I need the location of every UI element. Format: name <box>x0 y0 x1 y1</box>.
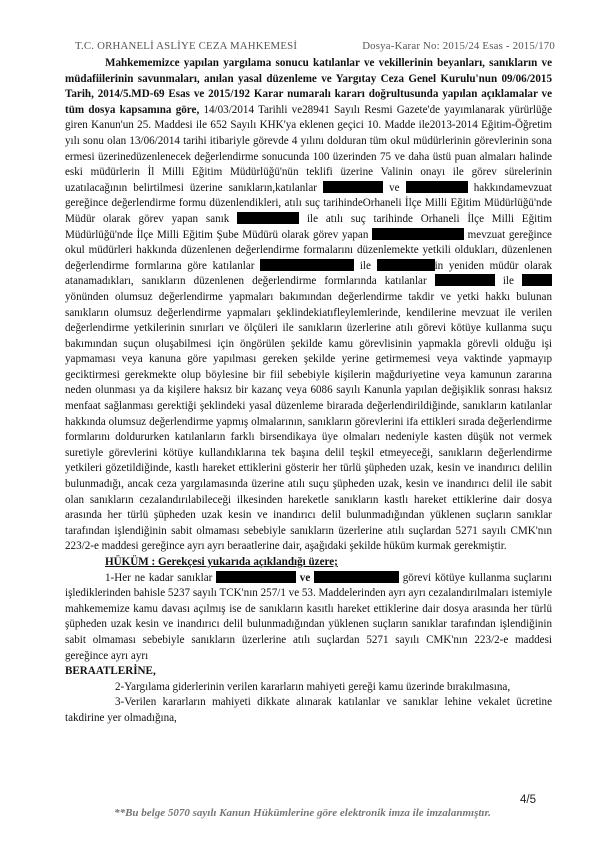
verdict-item-3: 3-Verilen kararların mahiyeti dikkate alınarak katılanlar ve sanıklar lehine vekalet ücretine takdirine yer olmadığına, <box>65 696 552 724</box>
redaction-box <box>377 259 435 271</box>
court-name: T.C. ORHANELİ ASLİYE CEZA MAHKEMESİ <box>75 40 298 52</box>
redaction-box <box>260 259 354 271</box>
case-reference: Dosya-Karar No: 2015/24 Esas - 2015/170 <box>362 40 555 52</box>
verdict-item-2: 2-Yargılama giderlerinin verilen kararların mahiyeti gereği kamu üzerinde bırakılmasına, <box>115 680 511 693</box>
page-number: 4/5 <box>520 794 536 806</box>
reasoning-paragraph: Mahkememizce yapılan yargılama sonucu katılanlar ve vekillerinin beyanları, sanıkların ve müdafiilerinin savunmaları, anılan yasal düzenleme ve Yargıtay Ceza Genel Kurulu'nun 09/06/2015 Tarih, 2014/5.MD-69 Esas ve 2015/192 Karar numaralı kararı doğrultusunda yapılan açıklamalar ve tüm dosya kapsamına göre, 14/03/2014 Tarihli ve28941 Sayılı Resmi Gazete'de yayımlanarak yürürlüğe giren Kanun'un 25. Maddesi ile 652 Sayılı KHK'ya eklenen geçici 10. Madde ile2013-2014 Eğitim-Öğretim yılı sonu olan 13/06/2014 tarihi itibariyle görevde 4 yılını dolduran tüm okul müdürlerinin görevlerinin sona ermesi üzerinedüzenlenecek değerlendirme sonucunda 100 üzerinden 75 ve daha üstü puan almaları halinde eski müdürlerin İl Milli Eğitim Müdürlüğü'nün teklifi üzerine Valinin onayı ile görev sürelerinin uzatılacağının belirtilmesi üzerine sanıkların,katılanlar ve hakkındamevzuat gereğince değerlendirme formu düzenlendikleri, atılı suç tarihindeOrhaneli İlçe Milli Eğitim Müdürlüğü'nde Müdür olarak görev yapan sanık ile atılı suç tarihinde Orhaneli İlçe Milli Eğitim Müdürlüğü'nde İlçe Milli Eğitim Şube Müdürü olarak görev yapan mevzuat gereğince okul müdürleri hakkında düzenlenen değerlendirme formalarını düzenlemekte yetkili oldukları, düzenlenen değerlendirme formlarına göre katılanlar ile in yeniden müdür olarak atanamadıkları, sanıkların düzenlenen değerlendirme formlarında katılanlar ile yönünden olumsuz değerlendirme yapmaları bakımından değerlendirme takdir ve yetki hakkı bulunan sanıkların olumsuz değerlendirme yapmaları şeklindekiatıfleylemlerinde, kendilerine mevzuat ile verilen değerlendirme yetkilerinin sınırları ve ölçüleri ile sanıkların üzerlerine atılı görevi kötüye kullanma suçu bakımından suçun oluşabilmesi için öngörülen şekilde kamu görevlisinin yapmakla görevli olduğu işi yapmaması veya kanuna göre yapılması gereken şekilde yerine getirmemesi veya vaktinde yapmayıp geciktirmesi gerekmekte olup böylesine bir fiil sebebiyle kişilerin mağduriyetine veya kamunun zararına neden olunması ya da kişilere haksız bir kazanç veya 6086 sayılı Kanunla yapılan değişiklik sonrası haksız menfaat sağlanması gerektiği şeklindeki yasal düzenleme birarada değerlendirildiğinde, sanıkların katılanlar hakkında olumsuz değerlendirme yapmış olmalarının, sanıkların görevlerini ifa ettikleri sırada değerlendirme formlarını doldururken katılanların farklı birsendikaya üye olmaları nedeniyle kasten düşük not vermek suretiyle görevlerini kötüye kullandıklarına tek başına delil teşkil etmeyeceği, sanıkların değerlendirme yetkileri gözetildiğinde, kastlı hareket ettiklerini gösterir her türlü şüpheden uzak, kesin ve inandırıcı delilin bulunmadığı, ancak ceza yargılamasında üzerine atılı suçu şüpheden uzak, kesin ve inandırıcı delil ile sabit olan sanıkların cezalandırılabileceği ilkesinden hareketle sanıkların kastlı hareket ettiklerine dair dosya arasında her türlü şüpheden uzak kesin ve inandırıcı delil bulunmadığından yüklenen suçların sanıklar tarafından işlendiğinin sabit olmaması sebebiyle sanıkların üzerlerine atılı suçlardan 5271 sayılı CMK'nın 223/2-e maddesi gereğince ayrı ayrı beraatlerine dair, aşağıdaki şekilde hüküm kurmak gerekmiştir. <box>65 57 553 553</box>
page-header <box>75 40 555 52</box>
redaction-box <box>435 274 495 286</box>
redaction-box <box>406 181 468 193</box>
reasoning-intro: Mahkememizce yapılan yargılama sonucu katılanlar ve vekillerinin beyanları, sanıkların ve müdafiilerinin savunmaları, anılan yasal düzenleme ve Yargıtay Ceza Genel Kurulu'nun 09/06/2015 Tarih, 2014/5.MD-69 Esas ve 2015/192 Karar numaralı kararı doğrultusunda yapılan açıklamalar ve tüm dosya kapsamına göre, <box>65 57 552 116</box>
redaction-box <box>323 181 383 193</box>
redaction-box <box>314 571 399 583</box>
redaction-box <box>522 274 552 286</box>
redaction-box <box>372 228 464 240</box>
e-signature-note: **Bu belge 5070 sayılı Kanun Hükümlerine göre elektronik imza ile imzalanmıştır. <box>114 807 491 819</box>
acquittal-label: BERAATLERİNE, <box>65 665 156 678</box>
verdict-heading: HÜKÜM : Gerekçesi yukarıda açıklandığı üzere; <box>105 556 338 568</box>
document-body <box>65 56 552 727</box>
redaction-box <box>237 212 299 224</box>
redaction-box <box>216 571 296 583</box>
verdict-item-1: 1-Her ne kadar sanıklar ve görevi kötüye kullanma suçlarını işlediklerinden bahisle 5237 sayılı TCK'nın 257/1 ve 53. Maddelerinden ayrı ayrı cezalandırılmaları istemiyle mahkememize kamu davası açılmış ise de sanıkların kasıtlı hareket ettiklerine dair dosya arasında her türlü şüpheden uzak kesin ve inandırıcı delil bulunmadığından yüklenen suçların sanıklar tarafından işlendiğinin sabit olmaması sebebiyle sanıkların üzerlerine atılı suçlardan 5271 sayılı CMK'nın 223/2-e maddesi gereğince ayrı ayrı BERAATLERİNE, <box>65 571 553 678</box>
